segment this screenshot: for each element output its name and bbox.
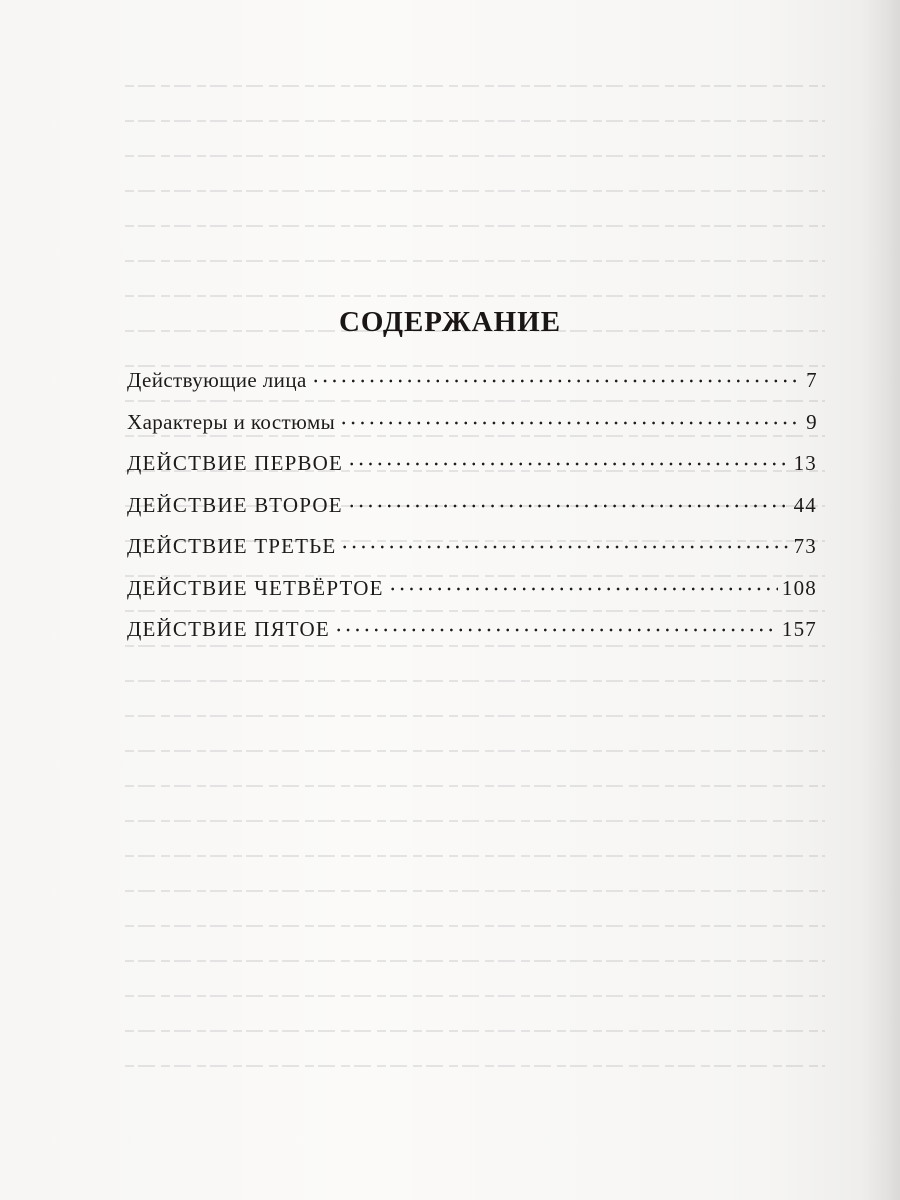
dot-leader bbox=[388, 587, 778, 591]
toc-entry-label: ДЕЙСТВИЕ ПЕРВОЕ bbox=[127, 451, 344, 475]
toc-entry bbox=[127, 451, 817, 493]
toc-entry-label: ДЕЙСТВИЕ ПЯТОЕ bbox=[127, 617, 330, 641]
toc-entry-page: 9 bbox=[806, 409, 817, 434]
dot-leader bbox=[347, 504, 790, 508]
toc-entry bbox=[127, 493, 817, 535]
toc-entry-page: 108 bbox=[781, 575, 817, 600]
table-of-contents bbox=[127, 368, 817, 659]
dot-leader bbox=[340, 545, 789, 549]
toc-entry-label: ДЕЙСТВИЕ ТРЕТЬЕ bbox=[127, 534, 337, 558]
toc-entry-page: 7 bbox=[806, 368, 817, 392]
toc-entry bbox=[127, 617, 817, 659]
toc-entry bbox=[127, 410, 817, 452]
toc-entry-label: Характеры и костюмы bbox=[127, 409, 336, 434]
dot-leader bbox=[311, 379, 802, 383]
toc-entry bbox=[127, 368, 817, 410]
page-title: СОДЕРЖАНИЕ bbox=[338, 306, 562, 338]
toc-entry bbox=[127, 576, 817, 618]
dot-leader bbox=[347, 462, 790, 466]
toc-entry-label: Действующие лица bbox=[127, 368, 307, 392]
toc-entry-page: 157 bbox=[781, 617, 817, 641]
toc-entry-label: ДЕЙСТВИЕ ЧЕТВЁРТОЕ bbox=[127, 575, 384, 600]
toc-entry-page: 73 bbox=[793, 534, 817, 558]
toc-entry-page: 13 bbox=[793, 451, 817, 475]
toc-entry-page: 44 bbox=[793, 492, 817, 517]
dot-leader bbox=[339, 421, 802, 425]
toc-entry-label: ДЕЙСТВИЕ ВТОРОЕ bbox=[127, 492, 343, 517]
page-edge-shadow bbox=[862, 0, 900, 1200]
toc-entry bbox=[127, 534, 817, 576]
dot-leader bbox=[334, 628, 778, 632]
